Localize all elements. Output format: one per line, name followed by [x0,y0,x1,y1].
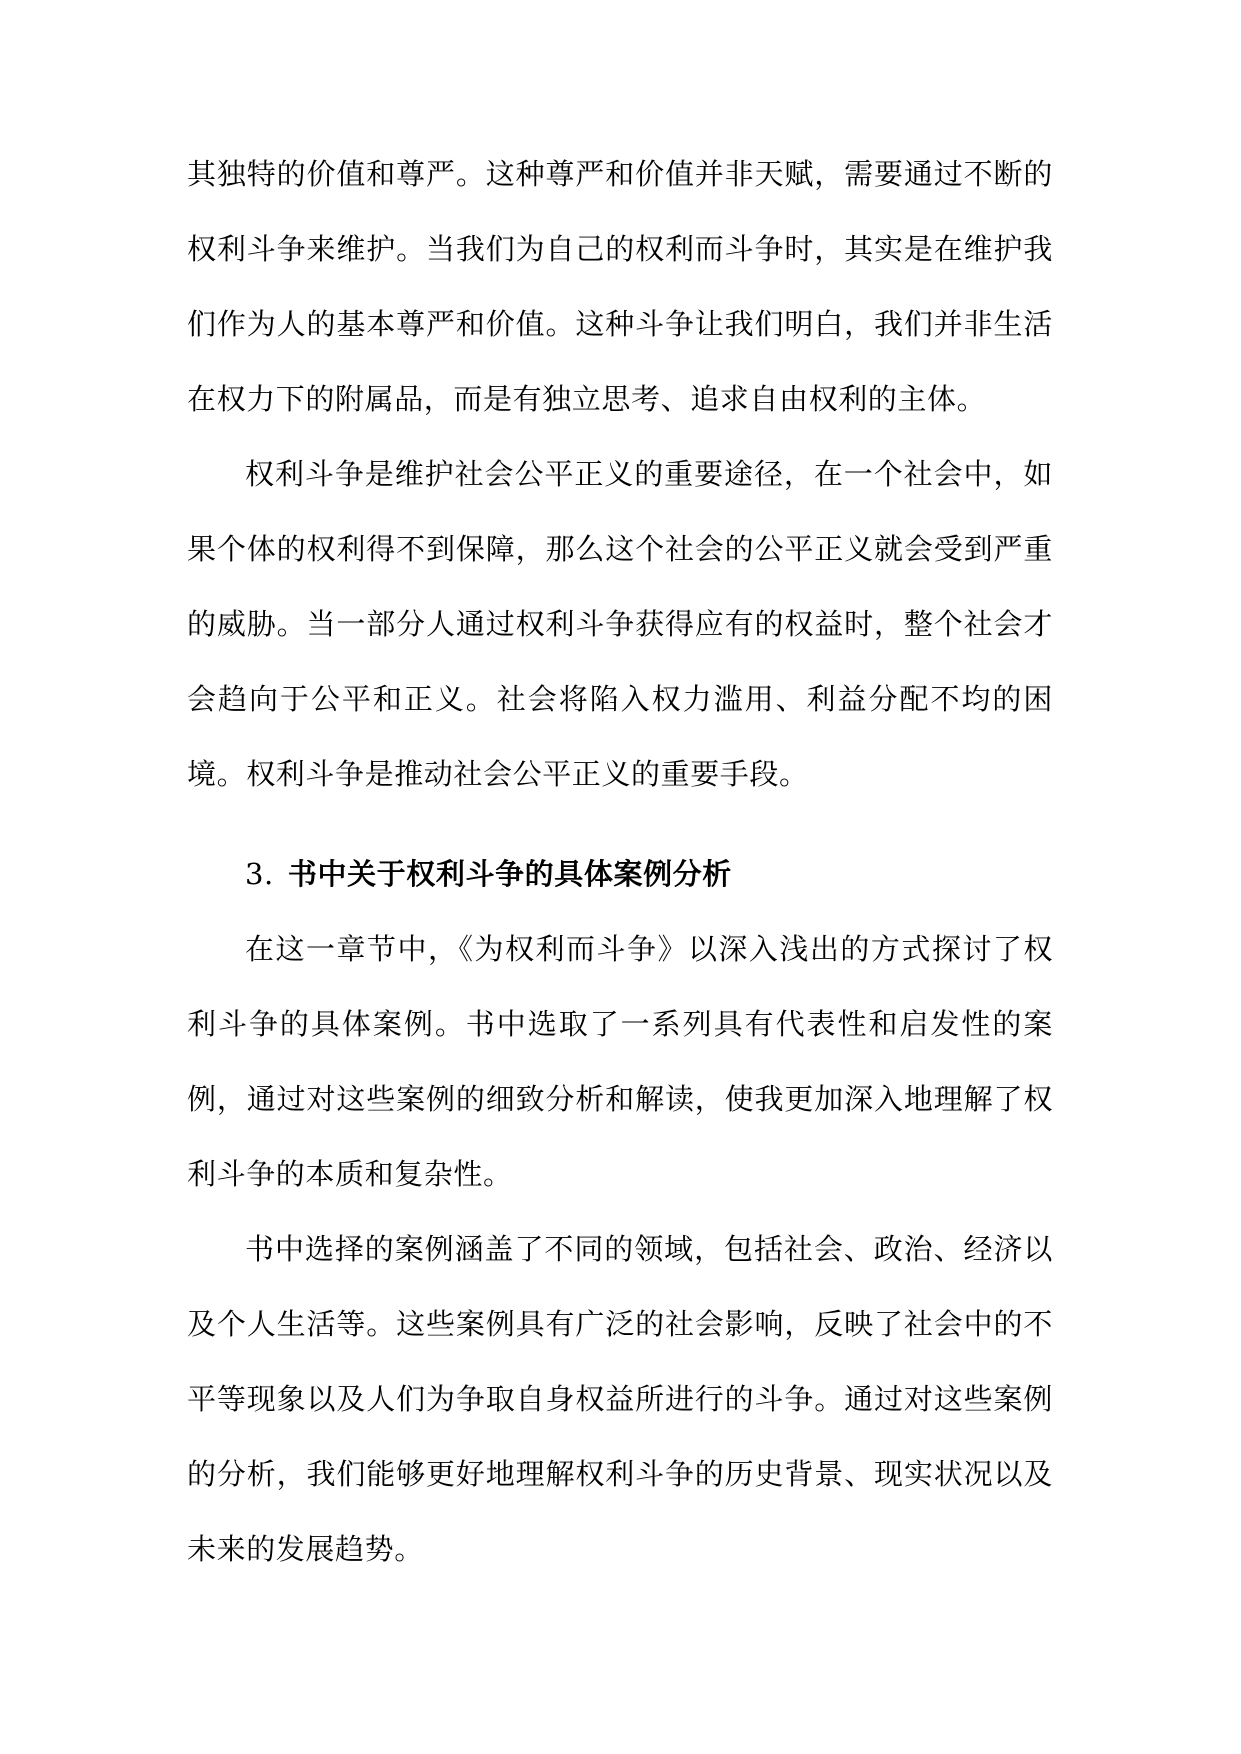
section-heading [187,837,1053,912]
paragraph-social-justice: 权利斗争是维护社会公平正义的重要途径，在一个社会中，如果个体的权利得不到保障，那么这个社会的公平正义就会受到严重的威胁。当一部分人通过权利斗争获得应有的权益时，整个社会才会趋向于公平和正义。社会将陷入权力滥用、利益分配不均的困境。权利斗争是推动社会公平正义的重要手段。 [187,457,1053,791]
section-number: 3. [245,857,274,891]
section-title: 书中关于权利斗争的具体案例分析 [287,857,732,891]
document-body [187,137,1053,1587]
paragraph-dignity: 其独特的价值和尊严。这种尊严和价值并非天赋，需要通过不断的权利斗争来维护。当我们为自己的权利而斗争时，其实是在维护我们作为人的基本尊严和价值。这种斗争让我们明白，我们并非生活在权力下的附属品，而是有独立思考、追求自由权利的主体。 [187,157,1053,416]
paragraph-case-domains: 书中选择的案例涵盖了不同的领域，包括社会、政治、经济以及个人生活等。这些案例具有广泛的社会影响，反映了社会中的不平等现象以及人们为争取自身权益所进行的斗争。通过对这些案例的分析，我们能够更好地理解权利斗争的历史背景、现实状况以及未来的发展趋势。 [187,1232,1053,1566]
paragraph-case-intro: 在这一章节中，《为权利而斗争》以深入浅出的方式探讨了权利斗争的具体案例。书中选取了一系列具有代表性和启发性的案例，通过对这些案例的细致分析和解读，使我更加深入地理解了权利斗争的本质和复杂性。 [187,932,1053,1191]
